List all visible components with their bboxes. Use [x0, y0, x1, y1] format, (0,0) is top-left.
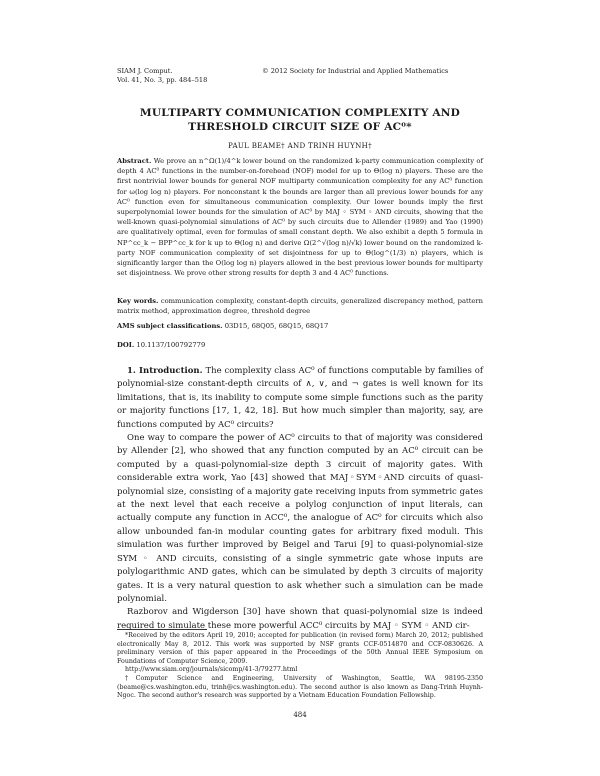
keywords-text: communication complexity, constant-depth circuits, generalized discrepancy method, pattern matrix method, approximation degree, threshold degree: [117, 297, 483, 316]
footnote-url: http://www.siam.org/journals/sicomp/41-3/79277.html: [125, 666, 298, 674]
doi-label: DOI.: [117, 341, 135, 349]
intro-paragraph-1-text: The complexity class AC⁰ of functions computable by families of polynomial-size constant-depth circuits of ∧, ∨, and ¬ gates is well known for its limitations, that is, its inability to compute some simple functions such as the parity or majority functions [17, 1, 42, 18]. But how much simpler than majority, say, are functions computed by AC⁰ circuits?: [117, 366, 483, 430]
abstract-label: Abstract.: [117, 157, 152, 165]
ams-text: 03D15, 68Q05, 68Q15, 68Q17: [224, 322, 329, 330]
copyright-notice: © 2012 Society for Industrial and Applied Mathematics: [262, 67, 449, 75]
introduction-section: [117, 365, 483, 633]
keywords: [117, 296, 483, 316]
journal-name: SIAM J. Comput.: [117, 67, 173, 75]
page-number: 484: [293, 711, 307, 719]
journal-header: [117, 67, 207, 85]
ams-label: AMS subject classifications.: [117, 322, 223, 330]
section-heading: 1. Introduction.: [127, 366, 203, 376]
title-line-1: MULTIPARTY COMMUNICATION COMPLEXITY AND: [139, 107, 461, 119]
abstract-text: We prove an n^Ω(1)/4^k lower bound on the randomized k-party communication complexity of depth 4 AC⁰ functions in the number-on-forehead (NOF) model for up to Θ(log n) players. These are the first nontrivial lower bounds for general NOF multiparty communication complexity for any AC⁰ function for ω(log log n) players. For nonconstant k the bounds are larger than all previous lower bounds for any AC⁰ function even for simultaneous communication complexity. Our lower bounds imply the first superpolynomial lower bounds for the simulation of AC⁰ by MAJ ◦ SYM ◦ AND circuits, showing that the well-known quasi-polynomial simulations of AC⁰ by such circuits due to Allender (1989) and Yao (1990) are qualitatively optimal, even for formulas of small constant depth. We also exhibit a depth 5 formula in NP^cc_k − BPP^cc_k for k up to Θ(log n) and derive Ω(2^√(log n)/√k) lower bound on the randomized k-party NOF communication complexity of set disjointness for up to Θ(log^(1/3) n) players, which is significantly larger than the O(log log n) players allowed in the best previous lower bounds for multiparty set disjointness. We prove other strong results for depth 3 and 4 AC⁰ functions.: [117, 157, 483, 278]
keywords-label: Key words.: [117, 297, 159, 305]
journal-volume: Vol. 41, No. 3, pp. 484–518: [117, 76, 208, 84]
paper-title: [117, 107, 483, 134]
footnote-affiliation: †Computer Science and Engineering, University of Washington, Seattle, WA 98195-2350 (beame@cs.washington.edu, trinh@cs.washington.edu). The second author is also known as Dang-Trinh Huynh-Ngoc. The second author's research was supported by a Vietnam Education Foundation Fellowship.: [117, 674, 483, 700]
intro-paragraph-3: Razborov and Wigderson [30] have shown that quasi-polynomial size is indeed required to simulate these more powerful ACC⁰ circuits by MAJ ◦ SYM ◦ AND cir-: [117, 607, 483, 631]
author-list: PAUL BEAME† AND TRINH HUYNH†: [228, 141, 372, 150]
doi-text: 10.1137/100792779: [136, 341, 206, 349]
footnotes: [117, 632, 483, 701]
doi: [117, 340, 483, 350]
footnote-rule: [117, 629, 207, 630]
abstract: [117, 156, 483, 278]
ams-classifications: [117, 321, 483, 331]
footnote-received: *Received by the editors April 19, 2010; accepted for publication (in revised form) March 20, 2012; published electronically May 8, 2012. This work was supported by NSF grants CCF-0514870 and CCF-0830626. A preliminary version of this paper appeared in the Proceedings of the 50th Annual IEEE Symposium on Foundations of Computer Science, 2009.: [117, 632, 483, 665]
intro-paragraph-2: One way to compare the power of AC⁰ circuits to that of majority was considered by Allender [2], who showed that any function computed by an AC⁰ circuit can be computed by a quasi-polynomial-size depth 3 circuit of majority gates. With considerable extra work, Yao [43] showed that MAJ◦SYM◦AND circuits of quasi-polynomial size, consisting of a majority gate receiving inputs from symmetric gates at the next level that each receive a polylog conjunction of input literals, can actually compute any function in ACC⁰, the analogue of AC⁰ for circuits which also allow unbounded fan-in modular counting gates for arbitrary fixed moduli. This simulation was further improved by Beigel and Tarui [9] to quasi-polynomial-size SYM ◦ AND circuits, consisting of a single symmetric gate whose inputs are polylogarithmic AND gates, which can be simulated by depth 3 circuits of majority gates. It is a very natural question to ask whether such a simulation can be made polynomial.: [117, 433, 483, 604]
title-line-2: THRESHOLD CIRCUIT SIZE OF AC⁰*: [188, 120, 412, 133]
intro-paragraph-1: [117, 365, 483, 432]
